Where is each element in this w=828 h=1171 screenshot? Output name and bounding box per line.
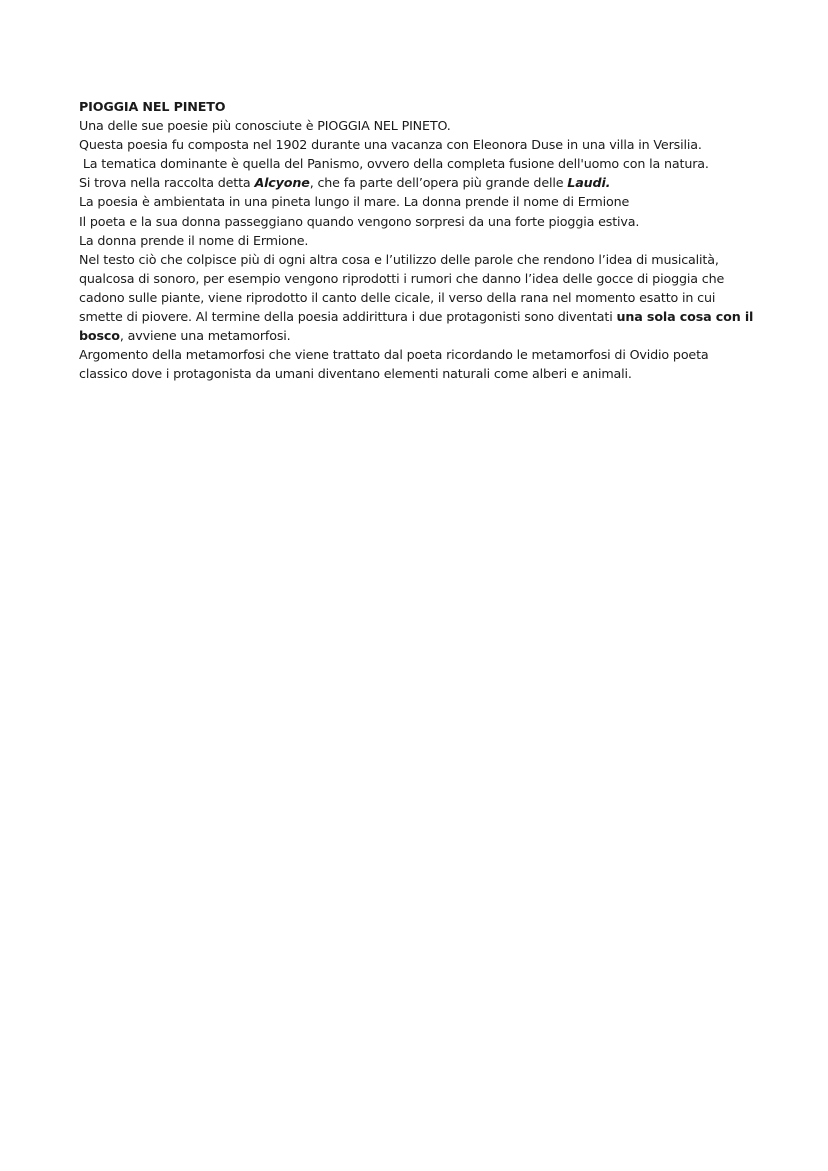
paragraph-line-13: Argomento della metamorfosi che viene trattato dal poeta ricordando le metamorfosi di Ovidio poeta xyxy=(79,347,709,363)
line-12-text-b: , avviene una metamorfosi. xyxy=(119,328,291,344)
paragraph-line-8: Nel testo ciò che colpisce più di ogni altra cosa e l’utilizzo delle parole che rendono l’idea di musicalità, xyxy=(79,251,719,267)
paragraph-line-12 xyxy=(79,326,759,345)
alcyone-emphasis: Alcyone xyxy=(254,175,310,191)
bosco-emphasis: bosco xyxy=(79,328,120,344)
paragraph-line-2: Questa poesia fu composta nel 1902 durante una vacanza con Eleonora Duse in una villa in Versilia. xyxy=(79,137,702,153)
paragraph-line-7: La donna prende il nome di Ermione. xyxy=(79,232,309,248)
document-body xyxy=(79,97,759,383)
paragraph-line-14: classico dove i protagonista da umani diventano elementi naturali come alberi e animali. xyxy=(79,366,632,382)
paragraph-line-5: La poesia è ambientata in una pineta lungo il mare. La donna prende il nome di Ermione xyxy=(79,194,630,210)
paragraph-line-11 xyxy=(79,307,759,326)
line-4-text-c: , che fa parte dell’opera più grande delle xyxy=(309,175,568,191)
document-title: PIOGGIA NEL PINETO xyxy=(79,99,226,114)
paragraph-line-9: qualcosa di sonoro, per esempio vengono riprodotti i rumori che danno l’idea delle gocce di pioggia che xyxy=(79,270,725,286)
paragraph-line-10: cadono sulle piante, viene riprodotto il canto delle cicale, il verso della rana nel momento esatto in cui xyxy=(79,289,716,305)
paragraph-line-1: Una delle sue poesie più conosciute è PIOGGIA NEL PINETO. xyxy=(79,118,451,134)
sola-cosa-emphasis: una sola cosa con il xyxy=(616,309,754,325)
line-11-text-a: smette di piovere. Al termine della poesia addirittura i due protagonisti sono diventati xyxy=(79,309,617,325)
line-4-text-a: Si trova nella raccolta detta xyxy=(79,175,255,191)
laudi-emphasis: Laudi. xyxy=(567,175,611,191)
paragraph-line-3: La tematica dominante è quella del Panismo, ovvero della completa fusione dell'uomo con la natura. xyxy=(79,156,709,172)
paragraph-line-4 xyxy=(79,173,759,192)
paragraph-line-6: Il poeta e la sua donna passeggiano quando vengono sorpresi da una forte pioggia estiva. xyxy=(79,213,640,229)
